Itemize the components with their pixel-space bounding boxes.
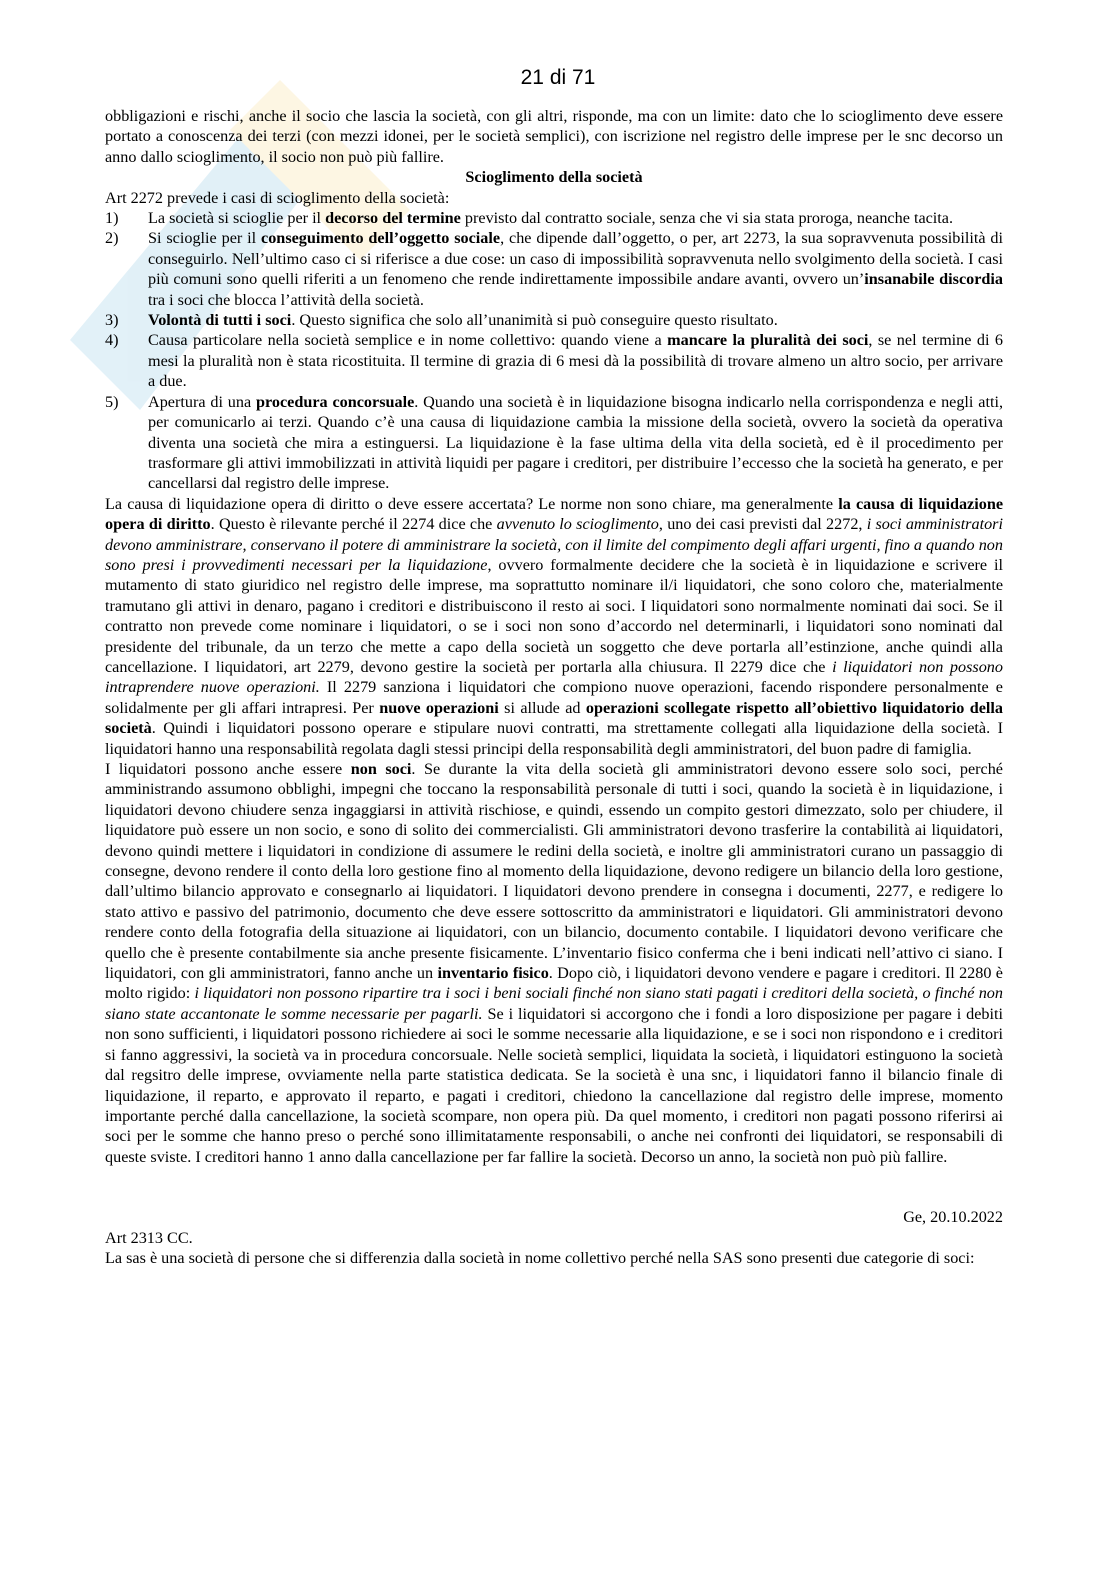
section-heading: Scioglimento della società: [465, 168, 643, 187]
final-paragraph: La sas è una società di persone che si differenzia dalla società in nome collettivo perché nella SAS sono presenti due categorie di soci:: [105, 1248, 975, 1267]
lecture-date: Ge, 20.10.2022: [903, 1208, 1003, 1227]
list-item: 3) Volontà di tutti i soci. Questo significa che solo all’unanimità si può conseguire questo risultato.: [105, 311, 778, 330]
list-item: 5) Apertura di una procedura concorsuale. Quando una società è in liquidazione bisogna indicarlo nella corrispondenza e negli atti, per comunicarlo ai terzi. Quando c’è una causa di liquidazione cambia la missione della società, ovvero la società da operativa diventa una società che mira a estinguersi. La liquidazione è la fase ultima della vita della società, ed è il procedimento per trasformare gli attivi immobilizzati in attività liquidi per pagare i creditori, per distribuire l’eccesso che la società ha generato, e per cancellarsi dal registro delle imprese.: [105, 392, 1003, 493]
list-number: 5): [105, 392, 119, 411]
page-number: 21 di 71: [520, 66, 596, 89]
list-number: 3): [105, 311, 119, 330]
list-item: 1) La società si scioglie per il decorso del termine previsto dal contratto sociale, senza che vi sia stata proroga, neanche tacita.: [105, 209, 954, 228]
list-item-continuation: La causa di liquidazione opera di diritto o deve essere accertata? Le norme non sono chiare, ma generalmente la causa di liquidazione opera di diritto. Questo è rilevante perché il 2274 dice che avvenuto lo scioglimento, uno dei casi previsti dal 2272, i soci amministratori devono amministrare, conservano il potere di amministrare la società, con il limite del compimento degli affari urgenti, fino a quando non sono presi i provvedimenti necessari per la liquidazione, ovvero formalmente decidere che la società è in liquidazione e scrivere il mutamento di stato giuridico nel registro delle imprese, ma soprattutto nominare il/i liquidatori, che sono coloro che, materialmente tramutano gli attivi in denaro, pagano i creditori e distribuiscono il resto ai soci. I liquidatori sono normalmente nominati dai soci. Se il contratto non prevede come nominare i liquidatori, o se i soci non sono d’accordo nel determinarli, i liquidatori sono nominati dal presidente del tribunale, da un terzo che mette a capo della società un soggetto che deve portarla all’estinzione, anche quindi alla cancellazione. I liquidatori, art 2279, devono gestire la società per portarla alla chiusura. Il 2279 dice che i liquidatori non possono intraprendere nuove operazioni. Il 2279 sanziona i liquidatori che compiono nuove operazioni, facendo rispondere personalmente e solidalmente per gli affari intrapresi. Per nuove operazioni si allude ad operazioni scollegate rispetto all’obiettivo liquidatorio della società. Quindi i liquidatori possono operare e stipulare nuovi contratti, ma strettamente collegati alla liquidazione della società. I liquidatori hanno una responsabilità regolata dagli stessi principi della responsabilità degli amministratori, del buon padre di famiglia.: [105, 494, 1004, 758]
body-paragraph: I liquidatori possono anche essere non soci. Se durante la vita della società gli amministratori devono essere solo soci, perché amministrando assumono obblighi, impegni che toccano la responsabilità personale di tutti i soci, quando la società è in liquidazione, i liquidatori devono chiudere senza ingaggiarsi in attività rischiose, e quindi, essendo un compito gestori dimezzato, solo per chiudere, il liquidatore può essere un non socio, e sono di solito dei commercialisti. Gli amministratori devono trasferire la contabilità ai liquidatori, devono quindi mettere i liquidatori in condizione di assumere le redini della società, e inoltre gli amministratori curano un passaggio di consegne, devono rendere il conto della loro gestione fino al momento della liquidazione, devono redigere un bilancio della loro gestione, dall’ultimo bilancio approvato e consegnarlo ai liquidatori. I liquidatori devono prendere in consegna i documenti, 2277, e redigere lo stato attivo e passivo del patrimonio, documento che deve essere sottoscritto da amministratori e liquidatori. Gli amministratori devono rendere conto della fotografia della situazione ai liquidatori, con un bilancio, documento contabile. I liquidatori devono verificare che quello che è presente contabilmente sia anche presente fisicamente. L’inventario fisico conferma che i beni indicati nell’attivo ci siano. I liquidatori, con gli amministratori, fanno anche un inventario fisico. Dopo ciò, i liquidatori devono vendere e pagare i creditori. Il 2280 è molto rigido: i liquidatori non possono ripartire tra i soci i beni sociali finché non siano stati pagati i creditori della società, o finché non siano state accantonate le somme necessarie per pagarli. Se i liquidatori si accorgono che i fondi a loro disposizione per pagare i debiti non sono sufficienti, i liquidatori possono richiedere ai soci le somme necessarie alla liquidazione, e se i soci non rispondono e i creditori si fanno aggressivi, la società va in procedura concorsuale. Nelle società semplici, liquidata la società, i liquidatori estinguono la società dal regsitro delle imprese, ovviamente nella parte statistica dedicata. Se la società è una snc, i liquidatori fanno il bilancio finale di liquidazione, il reparto, e approvato il reparto, e pagati i creditori, chiedono la cancellazione dal registro delle imprese, momento importante perché dalla cancellazione, la società scompare, non opera più. Da quel momento, i creditori non pagati possono riferirsi ai soci per le somme che hanno preso o perché sono illimitatamente responsabili, o anche nei confronti dei liquidatori, se responsabili di queste sviste. I creditori hanno 1 anno dalla cancellazione per far fallire la società. Decorso un anno, la società non può più fallire.: [105, 760, 1003, 1166]
list-number: 4): [105, 331, 119, 350]
page-content: [105, 106, 1003, 1268]
list-item: 4) Causa particolare nella società semplice e in nome collettivo: quando viene a mancare la pluralità dei soci, se nel termine di 6 mesi la pluralità non è stata ricostituita. Il termine di grazia di 6 mesi dà la possibilità di trovare almeno un altro socio, per arrivare a due.: [105, 331, 1003, 391]
intro-paragraph: obbligazioni e rischi, anche il socio che lascia la società, con gli altri, risponde, ma con un limite: dato che lo scioglimento deve essere portato a conoscenza dei terzi (con mezzi idonei, per le società semplici), con iscrizione nel registro delle imprese per le snc decorso un anno dallo scioglimento, il socio non può più fallire.: [105, 107, 1003, 166]
list-item: 2) Si scioglie per il conseguimento dell’oggetto sociale, che dipende dall’oggetto, o per, art 2273, la sua sopravvenuta possibilità di conseguirlo. Nell’ultimo caso ci si riferisce a due cose: un caso di impossibilità sopravvenuta nello svolgimento della società. I casi più comuni sono quelli riferiti a un fenomeno che rende indirettamente impossibile andare avanti, ovvero un’insanabile discordia tra i soci che blocca l’attività della società.: [105, 229, 1004, 309]
article-reference: Art 2313 CC.: [105, 1228, 193, 1247]
list-number: 1): [105, 209, 119, 228]
lead-paragraph: Art 2272 prevede i casi di scioglimento della società:: [105, 188, 450, 207]
list-number: 2): [105, 229, 119, 248]
